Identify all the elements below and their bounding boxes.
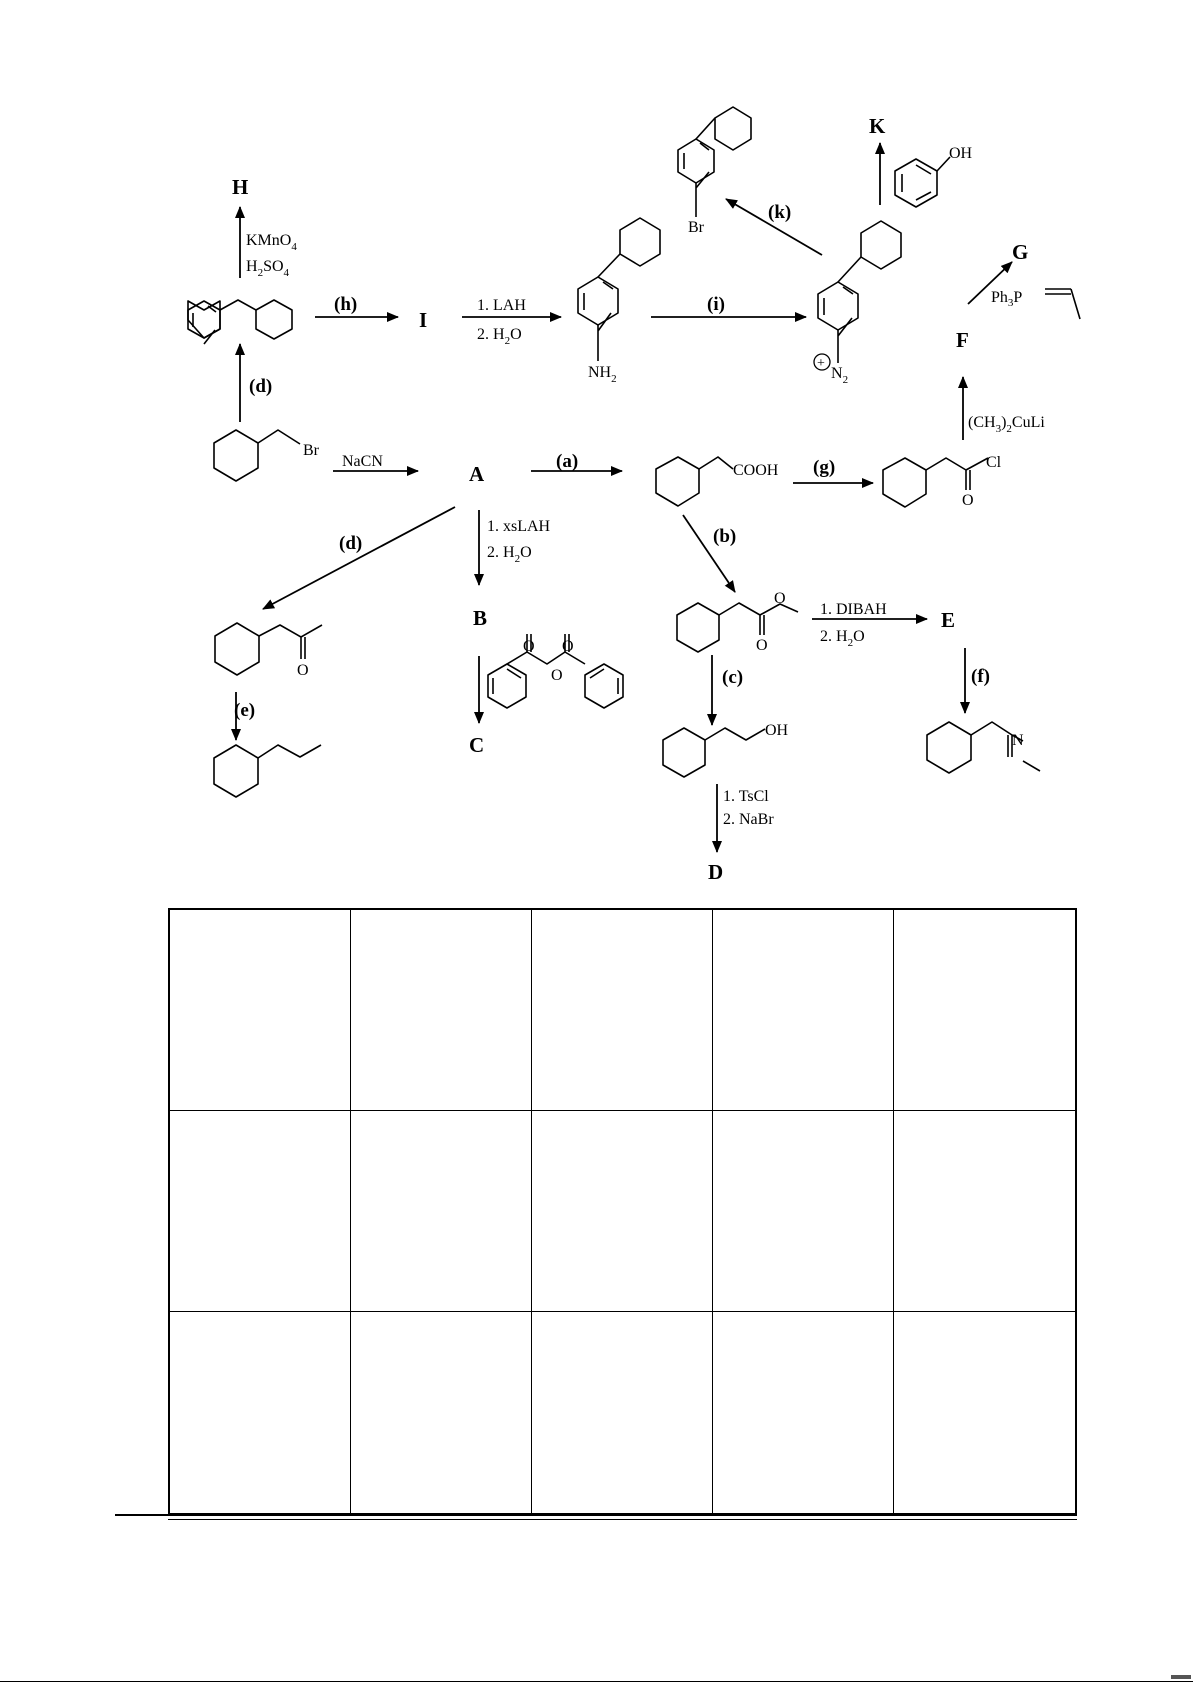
arrow-d-down [263,507,455,609]
br-atom-label: Br [303,442,319,459]
ester-o-label: O [774,590,786,607]
answer-cell-r2c2[interactable] [351,1111,532,1312]
reagent-labels [246,232,1045,828]
step-b-label: (b) [713,526,737,547]
step-e-label: (e) [234,700,256,721]
table-underline [115,1514,1077,1516]
anhydride-bridge-o-label: O [551,667,563,684]
cyclohexylethanol-structure [663,728,765,777]
page-footer-rule [0,1681,1193,1682]
ylide-ph3p-label: $Ph_3P$ [991,289,1023,309]
ester-carbonyl-o-label: O [756,637,768,654]
answer-cell-r1c3[interactable] [532,910,713,1111]
cooh-label: COOH [733,462,779,479]
xslah-step1-label: 1. xsLAH [487,518,551,535]
bromo-product-structure [678,107,751,217]
compound-F-label: F [956,328,969,352]
nabr-step2-label: 2. NaBr [723,811,774,828]
lah-step1-label: 1. LAH [477,297,526,314]
answer-cell-r1c1[interactable] [170,910,351,1111]
propylcyclohexane-structure [214,745,321,797]
positive-charge-label: + [817,356,825,371]
step-k-label: (k) [768,202,792,223]
compound-E-label: E [941,608,956,632]
anhydride-o-right-label: O [562,638,574,655]
imine-n-label: N [1012,732,1024,749]
step-d-up-label: (d) [249,376,273,397]
answer-cell-r3c1[interactable] [170,1312,351,1513]
compound-H-label: H [232,175,249,199]
phenol-oh-label: OH [949,145,973,162]
tscl-step1-label: 1. TsCl [723,788,769,805]
table-double-underline [168,1519,1077,1520]
bromomethylcyclohexane-structure [214,430,300,481]
dibah-step2-label: 2. $H_2O$ [820,628,865,649]
compound-B-label: B [473,606,488,630]
answer-cell-r2c5[interactable] [894,1111,1075,1312]
step-f-label: (f) [971,666,990,687]
compound-D-label: D [708,860,724,884]
step-h-label: (h) [334,294,358,315]
cyclohexylacetic-acid-structure [656,457,733,506]
diazonium-n2-label: $N_2$ [831,365,849,386]
compound-K-label: K [869,114,886,138]
arrows [236,143,1012,852]
answer-cell-r1c2[interactable] [351,910,532,1111]
structures [188,107,1080,797]
step-g-label: (g) [813,457,836,478]
bromo-br-label: Br [688,219,704,236]
footer-mark [1171,1675,1191,1679]
cl-atom-label: Cl [986,454,1002,471]
cuprate-label: $(CH_3)_2CuLi$ [968,414,1045,435]
answer-cell-r2c1[interactable] [170,1111,351,1312]
answer-cell-r3c2[interactable] [351,1312,532,1513]
alcohol-oh-label: OH [765,722,789,739]
answer-cell-r2c4[interactable] [713,1111,894,1312]
aniline-structure [578,218,660,361]
answer-cell-r3c3[interactable] [532,1312,713,1513]
compound-C-label: C [469,733,485,757]
lah-step2-label: 2. $H_2O$ [477,326,522,347]
dibah-step1-label: 1. DIBAH [820,601,887,618]
amine-nh2-label: $NH_2$ [588,364,617,385]
step-a-label: (a) [556,451,579,472]
step-i-label: (i) [707,294,725,315]
h2so4-label: $H_2SO_4$ [246,258,290,279]
answer-table [168,908,1077,1515]
compound-I-label: I [419,308,428,332]
diazonium-structure [818,221,901,363]
answer-cell-r3c5[interactable] [894,1312,1075,1513]
anhydride-o-left-label: O [523,638,535,655]
xslah-step2-label: 2. $H_2O$ [487,544,532,565]
answer-cell-r2c3[interactable] [532,1111,713,1312]
acid-chloride-o-label: O [962,492,974,509]
answer-cell-r3c4[interactable] [713,1312,894,1513]
step-c-label: (c) [722,667,744,688]
benzylcyclohexane-structure [188,300,292,344]
nacn-label: NaCN [342,453,383,470]
ylide-structure [1045,289,1080,319]
answer-cell-r1c4[interactable] [713,910,894,1111]
step-d-down-label: (d) [339,533,363,554]
kmno4-label: KMnO$_4$ [246,232,297,253]
compound-labels [232,114,1028,884]
ketone-o-label: O [297,662,309,679]
answer-cell-r1c5[interactable] [894,910,1075,1111]
phenol-structure [895,157,950,207]
compound-A-label: A [469,462,485,486]
methyl-ester-structure [677,603,798,652]
compound-G-label: G [1012,240,1029,264]
